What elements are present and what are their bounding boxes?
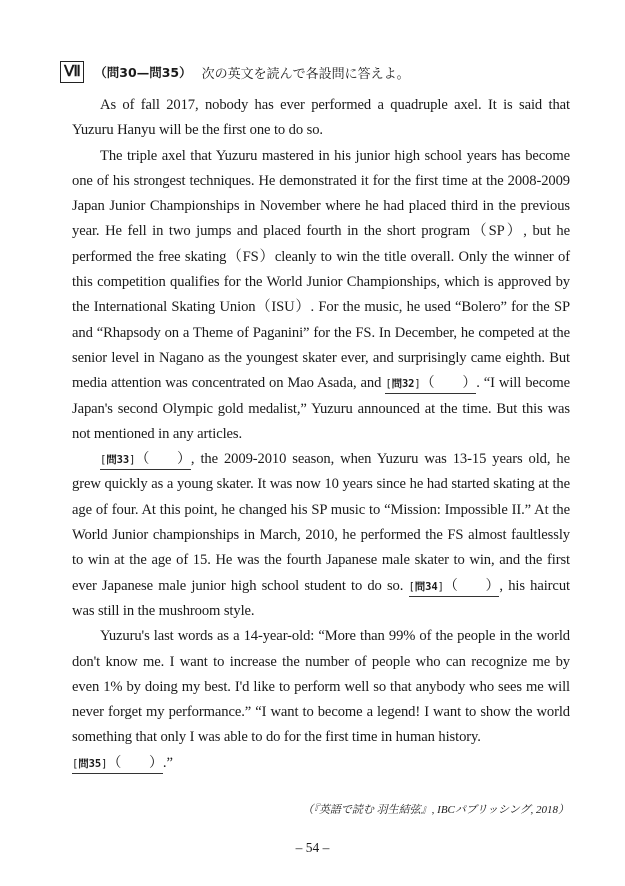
blank-q34[interactable]: [問34]（ ） xyxy=(409,578,500,597)
section-number-box: Ⅶ xyxy=(60,61,84,83)
paragraph-4-text: Yuzuru's last words as a 14-year-old: “More than 99% of the people in the world don't know me. I want to increase the number of people who can recognize me by even 1% by doing my best. I'd like to perform well so that anybody who sees me will never forget my performance.” “I want to become a legend! I want to show the world something that only I was able to do for the first time in human history. xyxy=(72,628,570,746)
blank-q33-label: 問33 xyxy=(106,454,130,467)
question-range: （問30—問35） xyxy=(94,65,192,80)
blank-q32-label: 問32 xyxy=(391,378,415,391)
source-citation: （『英語で読む 羽生結弦』, IBCパブリッシング, 2018） xyxy=(302,804,569,816)
blank-q34-label: 問34 xyxy=(414,580,438,593)
instruction-text: 次の英文を読んで各設問に答えよ。 xyxy=(201,66,410,82)
paragraph-4-end: .” xyxy=(162,754,173,771)
blank-q34-paren: （ ） xyxy=(443,578,500,594)
paragraph-1: As of fall 2017, nobody has ever performed a quadruple axel. It is said that Yuzuru Hanyu will be the first one to do so. xyxy=(72,97,570,139)
english-passage xyxy=(72,93,570,776)
blank-q32-paren: （ ） xyxy=(420,376,477,392)
paragraph-2-text: The triple axel that Yuzuru mastered in his junior high school years has become one of his strongest techniques. He demonstrated it for the first time at the 2008-2009 Japan Junior Championships in November where he had placed third in the previous year. He fell in two jumps and placed fourth in the short program（SP）, but he performed the free skating（FS）cleanly to win the title overall. Only the winner of this competition qualifies for the World Junior Championships, which is approved by the International Skating Union（ISU）. For the music, he used “Bolero” for the SP and “Rhapsody on a Theme of Paganini” for the FS. In December, he competed at the senior level in Nagano as the youngest skater ever, and surprisingly came eighth. But media attention was concentrated on Mao Asada, and xyxy=(72,147,570,392)
blank-q35[interactable]: [問35]（ ） xyxy=(72,755,163,774)
blank-q32[interactable]: [問32]（ ） xyxy=(385,375,476,394)
blank-q33-paren: （ ） xyxy=(135,452,191,468)
paragraph-3-text: , the 2009-2010 season, when Yuzuru was 13-15 years old, he grew quickly as a young skater. It was now 10 years since he had started skating at the age of four. At this point, he changed his SP music to “Mission: Impossible II.” At the World Junior championships in March, 2010, he performed the FS almost faultlessly to win at the age of 15. He was the fourth Japanese male skater to win, and the first ever Japanese male junior high school student to do so. xyxy=(72,451,570,594)
paragraph-2 xyxy=(72,144,570,448)
page-number: – 54 – xyxy=(295,840,330,855)
blank-q35-paren: （ ） xyxy=(107,755,163,771)
section-header xyxy=(60,61,410,83)
blank-q35-label: 問35 xyxy=(78,757,102,770)
paragraph-3-comma: , xyxy=(499,577,503,594)
paragraph-2-continuation: . “I will become Japan's second Olympic gold medalist,” Yuzuru announced at the time. But this was not mentioned in any articles. xyxy=(72,375,570,442)
paragraph-3 xyxy=(72,447,570,624)
blank-q33[interactable]: [問33]（ ） xyxy=(100,451,191,470)
paragraph-4 xyxy=(72,624,570,776)
paragraph-3-tail: his haircut was still in the mushroom style. xyxy=(72,577,570,619)
